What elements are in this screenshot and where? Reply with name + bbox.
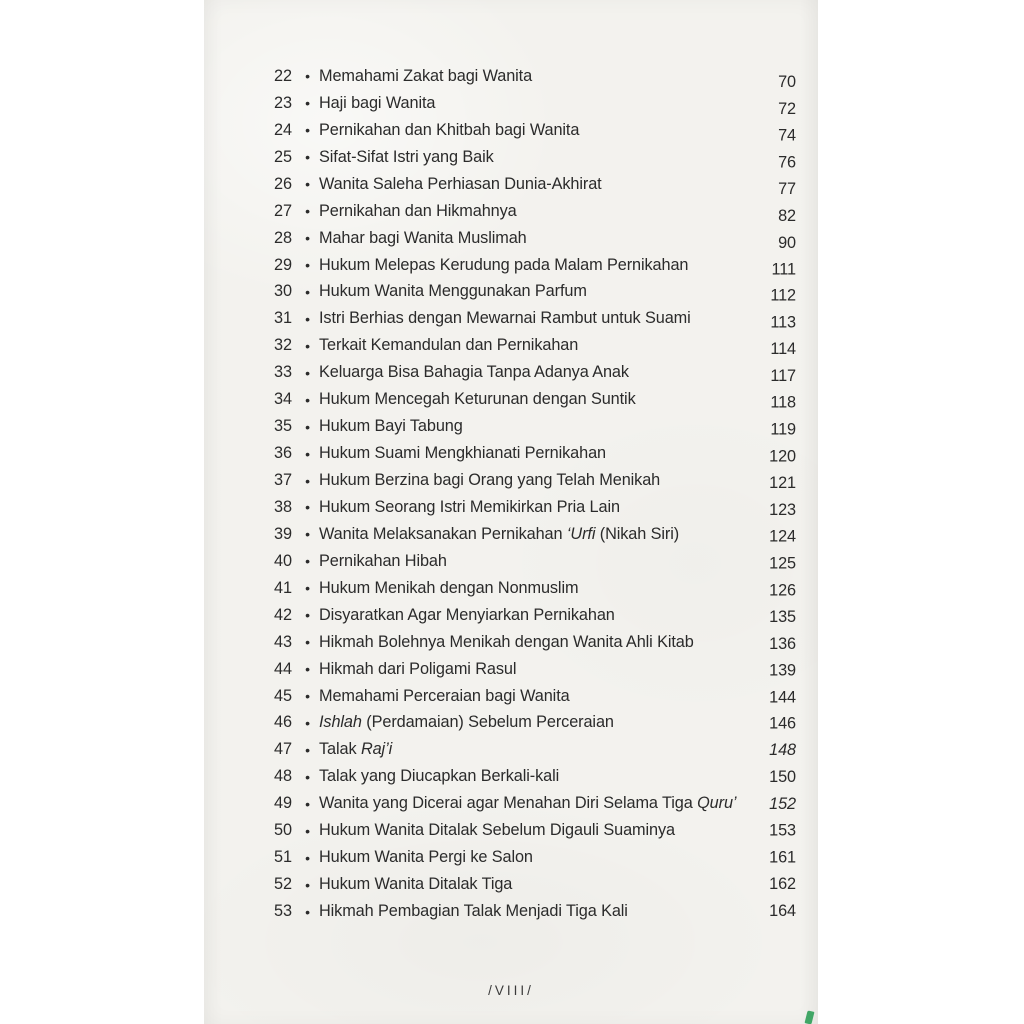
toc-entry-number: 26 bbox=[274, 174, 292, 193]
toc-entry bbox=[274, 602, 796, 629]
toc-entry-number: 51 bbox=[274, 848, 292, 867]
bullet-separator-icon: • bbox=[305, 526, 310, 543]
toc-entry-title: Talak Raj’i bbox=[319, 740, 393, 759]
toc-entry bbox=[274, 225, 796, 252]
toc-entry-page: 76 bbox=[778, 153, 796, 172]
bullet-separator-icon: • bbox=[305, 876, 310, 893]
toc-entry bbox=[274, 548, 796, 575]
toc-entry bbox=[274, 171, 796, 198]
bullet-separator-icon: • bbox=[305, 903, 310, 920]
toc-entry bbox=[274, 629, 796, 656]
toc-entry-page: 124 bbox=[769, 527, 796, 546]
toc-entry-title: Hukum Seorang Istri Memikirkan Pria Lain bbox=[319, 497, 620, 516]
toc-entry bbox=[274, 198, 796, 225]
toc-entry-number: 24 bbox=[274, 120, 292, 139]
toc-entry-title: Hikmah Bolehnya Menikah dengan Wanita Ahli Kitab bbox=[319, 632, 694, 651]
toc-entry-number: 36 bbox=[274, 444, 292, 463]
toc-entry-page: 119 bbox=[770, 420, 796, 439]
toc-entry bbox=[274, 279, 796, 306]
toc-entry-page: 82 bbox=[778, 206, 796, 225]
toc-entry bbox=[274, 63, 796, 90]
toc-entry-page: 77 bbox=[778, 179, 796, 198]
toc-entry bbox=[274, 386, 796, 413]
toc-entry-number: 47 bbox=[274, 740, 292, 759]
toc-entry-page: 153 bbox=[769, 821, 796, 840]
page-number-footer: /VIII/ bbox=[488, 983, 534, 998]
toc-entry-page: 121 bbox=[769, 474, 796, 493]
bullet-separator-icon: • bbox=[305, 634, 310, 651]
toc-entry-page: 135 bbox=[769, 607, 796, 626]
bullet-separator-icon: • bbox=[305, 580, 310, 597]
bullet-separator-icon: • bbox=[305, 391, 310, 408]
toc-entry bbox=[274, 90, 796, 117]
bullet-separator-icon: • bbox=[305, 283, 310, 300]
toc-entry-title: Hukum Suami Mengkhianati Pernikahan bbox=[319, 444, 607, 463]
toc-entry-number: 32 bbox=[274, 336, 292, 355]
toc-entry-title: Haji bagi Wanita bbox=[319, 93, 436, 112]
book-page bbox=[204, 0, 818, 1024]
bullet-separator-icon: • bbox=[305, 418, 310, 435]
toc-entry-title: Mahar bagi Wanita Muslimah bbox=[319, 228, 527, 247]
bullet-separator-icon: • bbox=[305, 472, 310, 489]
toc-entry bbox=[274, 494, 796, 521]
toc-entry-title: Memahami Perceraian bagi Wanita bbox=[319, 686, 570, 705]
bullet-separator-icon: • bbox=[305, 741, 310, 758]
toc-entry-number: 53 bbox=[274, 902, 292, 921]
toc-entry-page: 117 bbox=[770, 367, 796, 386]
toc-entry-number: 40 bbox=[274, 551, 292, 570]
toc-entry-title: Hikmah dari Poligami Rasul bbox=[319, 659, 517, 678]
toc-entry bbox=[274, 521, 796, 548]
toc-entry-title: Hukum Wanita Ditalak Tiga bbox=[319, 875, 513, 894]
toc-entry bbox=[274, 332, 796, 359]
bullet-separator-icon: • bbox=[305, 203, 310, 220]
bullet-separator-icon: • bbox=[305, 822, 310, 839]
toc-entry-page: 118 bbox=[770, 393, 796, 412]
toc-entry-title: Terkait Kemandulan dan Pernikahan bbox=[319, 336, 579, 355]
toc-entry-title: Pernikahan Hibah bbox=[319, 551, 447, 570]
toc-entry-number: 34 bbox=[274, 390, 292, 409]
toc-entry-number: 41 bbox=[274, 578, 292, 597]
bullet-separator-icon: • bbox=[305, 445, 310, 462]
toc-entry-number: 46 bbox=[274, 713, 292, 732]
toc-entry-page: 150 bbox=[769, 768, 796, 787]
toc-entry-page: 148 bbox=[769, 741, 796, 760]
toc-entry-page: 139 bbox=[769, 661, 796, 680]
toc-entry bbox=[274, 467, 796, 494]
toc-entry-title: Hikmah Pembagian Talak Menjadi Tiga Kali bbox=[319, 902, 628, 921]
bullet-separator-icon: • bbox=[305, 714, 310, 731]
toc-entry-number: 22 bbox=[274, 66, 292, 85]
toc-entry-title: Istri Berhias dengan Mewarnai Rambut untuk Suami bbox=[319, 309, 691, 328]
toc-entry bbox=[274, 683, 796, 710]
toc-entry bbox=[274, 440, 796, 467]
toc-entry-number: 45 bbox=[274, 686, 292, 705]
toc-entry-page: 161 bbox=[769, 848, 796, 867]
toc-entry bbox=[274, 898, 796, 925]
bullet-separator-icon: • bbox=[305, 849, 310, 866]
bullet-separator-icon: • bbox=[305, 68, 310, 85]
toc-entry-page: 125 bbox=[769, 554, 796, 573]
toc-entry-title: Wanita Saleha Perhiasan Dunia-Akhirat bbox=[319, 174, 602, 193]
toc-entry bbox=[274, 305, 796, 332]
toc-entry-page: 111 bbox=[771, 260, 796, 279]
toc-entry-number: 27 bbox=[274, 201, 292, 220]
toc-entry bbox=[274, 359, 796, 386]
toc-entry-title: Hukum Mencegah Keturunan dengan Suntik bbox=[319, 390, 636, 409]
toc-entry-page: 74 bbox=[778, 126, 796, 145]
toc-entry-page: 164 bbox=[769, 902, 796, 921]
bullet-separator-icon: • bbox=[305, 688, 310, 705]
toc-entry-page: 123 bbox=[769, 500, 796, 519]
toc-entry-title: Talak yang Diucapkan Berkali-kali bbox=[319, 767, 560, 786]
toc-entry-title: Disyaratkan Agar Menyiarkan Pernikahan bbox=[319, 605, 615, 624]
bullet-separator-icon: • bbox=[305, 553, 310, 570]
bullet-separator-icon: • bbox=[305, 95, 310, 112]
toc-entry-page: 126 bbox=[769, 581, 796, 600]
toc-entry-title: Wanita yang Dicerai agar Menahan Diri Selama Tiga Quru’ bbox=[319, 794, 737, 813]
toc-entry-number: 23 bbox=[274, 93, 292, 112]
toc-entry-number: 38 bbox=[274, 497, 292, 516]
toc-entry-number: 33 bbox=[274, 363, 292, 382]
toc-entry-number: 37 bbox=[274, 471, 292, 490]
toc-entry-title: Hukum Wanita Pergi ke Salon bbox=[319, 848, 533, 867]
toc-entry-page: 113 bbox=[770, 313, 796, 332]
bullet-separator-icon: • bbox=[305, 149, 310, 166]
toc-entry-page: 72 bbox=[778, 99, 796, 118]
bullet-separator-icon: • bbox=[305, 337, 310, 354]
toc-entry bbox=[274, 871, 796, 898]
toc-entry-title: Memahami Zakat bagi Wanita bbox=[319, 66, 533, 85]
toc-entry-title: Ishlah (Perdamaian) Sebelum Perceraian bbox=[319, 713, 614, 732]
toc-entry bbox=[274, 252, 796, 279]
toc-entry-title: Hukum Bayi Tabung bbox=[319, 417, 463, 436]
toc-entry bbox=[274, 817, 796, 844]
toc-entry-number: 44 bbox=[274, 659, 292, 678]
toc-entry-title: Pernikahan dan Khitbah bagi Wanita bbox=[319, 120, 580, 139]
bullet-separator-icon: • bbox=[305, 364, 310, 381]
toc-entry bbox=[274, 575, 796, 602]
toc-entry-page: 90 bbox=[778, 233, 796, 252]
toc-entry-title: Sifat-Sifat Istri yang Baik bbox=[319, 147, 494, 166]
toc-entry-title: Keluarga Bisa Bahagia Tanpa Adanya Anak bbox=[319, 363, 629, 382]
toc-entry-number: 48 bbox=[274, 767, 292, 786]
bullet-separator-icon: • bbox=[305, 257, 310, 274]
toc-entry-number: 43 bbox=[274, 632, 292, 651]
bullet-separator-icon: • bbox=[305, 230, 310, 247]
toc-entry-title: Hukum Wanita Menggunakan Parfum bbox=[319, 282, 587, 301]
toc-entry-number: 52 bbox=[274, 875, 292, 894]
toc-entry-number: 30 bbox=[274, 282, 292, 301]
toc-entry-number: 50 bbox=[274, 821, 292, 840]
toc-entry-number: 31 bbox=[274, 309, 292, 328]
toc-entry bbox=[274, 844, 796, 871]
toc-entry bbox=[274, 790, 796, 817]
toc-entry-title: Wanita Melaksanakan Pernikahan ‘Urfi (Nikah Siri) bbox=[319, 524, 680, 543]
toc-entry bbox=[274, 656, 796, 683]
toc-entry-page: 120 bbox=[769, 447, 796, 466]
bullet-separator-icon: • bbox=[305, 310, 310, 327]
toc-entry-number: 39 bbox=[274, 524, 292, 543]
toc-entry bbox=[274, 763, 796, 790]
toc-entry bbox=[274, 117, 796, 144]
toc-entry bbox=[274, 736, 796, 763]
bullet-separator-icon: • bbox=[305, 176, 310, 193]
toc-entry bbox=[274, 144, 796, 171]
toc-entry-number: 28 bbox=[274, 228, 292, 247]
toc-entry-page: 70 bbox=[778, 72, 796, 91]
toc-entry-title: Hukum Wanita Ditalak Sebelum Digauli Suaminya bbox=[319, 821, 675, 840]
toc-entry-number: 29 bbox=[274, 255, 292, 274]
toc-entry-number: 42 bbox=[274, 605, 292, 624]
toc-entry-page: 114 bbox=[770, 340, 796, 359]
toc-entry-number: 25 bbox=[274, 147, 292, 166]
toc-list bbox=[274, 63, 796, 925]
toc-entry-number: 35 bbox=[274, 417, 292, 436]
toc-entry bbox=[274, 710, 796, 737]
bullet-separator-icon: • bbox=[305, 499, 310, 516]
toc-entry-title: Hukum Menikah dengan Nonmuslim bbox=[319, 578, 579, 597]
toc-entry-number: 49 bbox=[274, 794, 292, 813]
toc-entry-page: 146 bbox=[769, 714, 796, 733]
toc-entry-title: Pernikahan dan Hikmahnya bbox=[319, 201, 517, 220]
bullet-separator-icon: • bbox=[305, 661, 310, 678]
toc-entry-title: Hukum Berzina bagi Orang yang Telah Menikah bbox=[319, 471, 661, 490]
toc-entry-page: 136 bbox=[769, 634, 796, 653]
bullet-separator-icon: • bbox=[305, 607, 310, 624]
bullet-separator-icon: • bbox=[305, 122, 310, 139]
toc-entry-page: 152 bbox=[769, 795, 796, 814]
bullet-separator-icon: • bbox=[305, 768, 310, 785]
toc-entry-page: 144 bbox=[769, 688, 796, 707]
toc-entry-page: 162 bbox=[769, 875, 796, 894]
toc-entry-title: Hukum Melepas Kerudung pada Malam Pernikahan bbox=[319, 255, 689, 274]
bullet-separator-icon: • bbox=[305, 795, 310, 812]
toc-entry bbox=[274, 413, 796, 440]
toc-entry-page: 112 bbox=[770, 286, 796, 305]
